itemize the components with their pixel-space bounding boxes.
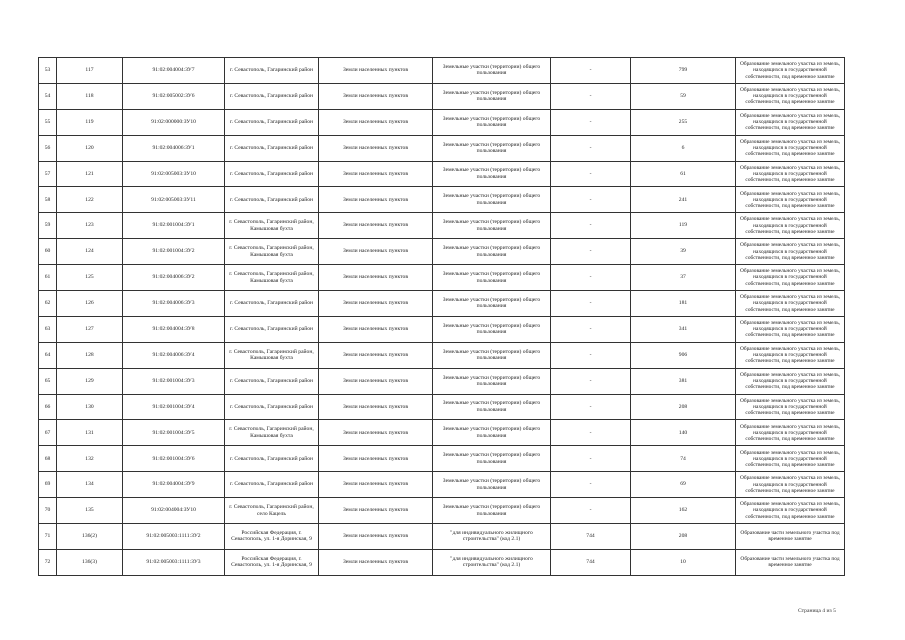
row-number: 64 [39,342,57,368]
land-category: Земли населенных пунктов [319,213,433,239]
table-row [39,498,845,524]
land-category: Земли населенных пунктов [319,58,433,84]
page-number: Страница 4 из 5 [798,608,836,614]
code-cell: - [551,420,631,446]
land-category: Земли населенных пунктов [319,135,433,161]
table-row [39,83,845,109]
purpose-cell: Образование земельного участка из земель, находящихся в государственной собственности, под временное занятие [736,83,845,109]
address: г. Севастополь, Гагаринский район, Камышовая бухта [225,213,319,239]
area-cell: 799 [631,58,736,84]
table-row [39,187,845,213]
cadastral-number: 91:02:001004:ЗУ6 [123,446,225,472]
table-row [39,109,845,135]
plot-id: 117 [57,58,123,84]
land-category: Земли населенных пунктов [319,420,433,446]
purpose-cell: Образование земельного участка из земель, находящихся в государственной собственности, под временное занятие [736,187,845,213]
land-category: Земли населенных пунктов [319,394,433,420]
code-cell: 744 [551,549,631,575]
plot-id: 123 [57,213,123,239]
area-cell: 341 [631,316,736,342]
table-row [39,549,845,575]
plot-id: 132 [57,446,123,472]
row-number: 65 [39,368,57,394]
land-category: Земли населенных пунктов [319,316,433,342]
purpose-cell: Образование земельного участка из земель, находящихся в государственной собственности, под временное занятие [736,58,845,84]
cadastral-number: 91:02:004006:ЗУ3 [123,291,225,317]
permitted-use: Земельные участки (территории) общего пользования [433,394,551,420]
area-cell: 59 [631,83,736,109]
row-number: 56 [39,135,57,161]
address: г. Севастополь, Гагаринский район [225,316,319,342]
code-cell: - [551,83,631,109]
row-number: 57 [39,161,57,187]
purpose-cell: Образование земельного участка из земель, находящихся в государственной собственности, под временное занятие [736,161,845,187]
cadastral-number: 91:02:001004:ЗУ4 [123,394,225,420]
code-cell: - [551,135,631,161]
code-cell: - [551,342,631,368]
land-category: Земли населенных пунктов [319,368,433,394]
address: г. Севастополь, Гагаринский район [225,446,319,472]
land-category: Земли населенных пунктов [319,472,433,498]
table-row [39,239,845,265]
permitted-use: Земельные участки (территории) общего пользования [433,498,551,524]
purpose-cell: Образование земельного участка из земель, находящихся в государственной собственности, под временное занятие [736,316,845,342]
row-number: 70 [39,498,57,524]
table-row [39,135,845,161]
plot-id: 126 [57,291,123,317]
code-cell: - [551,109,631,135]
land-category: Земли населенных пунктов [319,291,433,317]
permitted-use: Земельные участки (территории) общего пользования [433,58,551,84]
code-cell: - [551,368,631,394]
permitted-use: Земельные участки (территории) общего пользования [433,135,551,161]
land-category: Земли населенных пунктов [319,498,433,524]
permitted-use: Земельные участки (территории) общего пользования [433,291,551,317]
cadastral-number: 91:02:005003:1111:ЗУ3 [123,549,225,575]
table-row [39,342,845,368]
plot-id: 119 [57,109,123,135]
plot-id: 128 [57,342,123,368]
code-cell: - [551,316,631,342]
row-number: 69 [39,472,57,498]
address: г. Севастополь, Гагаринский район, село Кацель [225,498,319,524]
code-cell: - [551,291,631,317]
plot-id: 127 [57,316,123,342]
plot-id: 118 [57,83,123,109]
permitted-use: Земельные участки (территории) общего пользования [433,213,551,239]
cadastral-number: 91:02:004006:ЗУ4 [123,342,225,368]
area-cell: 6 [631,135,736,161]
land-category: Земли населенных пунктов [319,109,433,135]
table-row [39,265,845,291]
purpose-cell: Образование земельного участка из земель, находящихся в государственной собственности, под временное занятие [736,420,845,446]
permitted-use: "для индивидуального жилищного строительства" (код 2.1) [433,524,551,550]
area-cell: 37 [631,265,736,291]
area-cell: 61 [631,161,736,187]
code-cell: - [551,239,631,265]
area-cell: 74 [631,446,736,472]
purpose-cell: Образование земельного участка из земель, находящихся в государственной собственности, под временное занятие [736,265,845,291]
row-number: 67 [39,420,57,446]
area-cell: 208 [631,394,736,420]
code-cell: - [551,498,631,524]
area-cell: 162 [631,498,736,524]
permitted-use: Земельные участки (территории) общего пользования [433,187,551,213]
address: г. Севастополь, Гагаринский район, Камышовая бухта [225,420,319,446]
code-cell: - [551,472,631,498]
row-number: 61 [39,265,57,291]
table-row [39,161,845,187]
code-cell: - [551,265,631,291]
land-category: Земли населенных пунктов [319,446,433,472]
address: г. Севастополь, Гагаринский район [225,83,319,109]
plot-id: 131 [57,420,123,446]
land-category: Земли населенных пунктов [319,83,433,109]
cadastral-number: 91:02:004006:ЗУ1 [123,135,225,161]
address: г. Севастополь, Гагаринский район, Камышовая бухта [225,342,319,368]
cadastral-number: 91:02:004006:ЗУ2 [123,265,225,291]
table-row [39,472,845,498]
purpose-cell: Образование земельного участка из земель, находящихся в государственной собственности, под временное занятие [736,446,845,472]
purpose-cell: Образование земельного участка из земель, находящихся в государственной собственности, под временное занятие [736,394,845,420]
row-number: 72 [39,549,57,575]
plot-id: 122 [57,187,123,213]
table-row [39,420,845,446]
code-cell: 744 [551,524,631,550]
purpose-cell: Образование земельного участка из земель, находящихся в государственной собственности, под временное занятие [736,239,845,265]
area-cell: 39 [631,239,736,265]
area-cell: 140 [631,420,736,446]
land-category: Земли населенных пунктов [319,342,433,368]
cadastral-number: 91:02:005003:ЗУ10 [123,161,225,187]
area-cell: 119 [631,213,736,239]
row-number: 59 [39,213,57,239]
purpose-cell: Образование земельного участка из земель, находящихся в государственной собственности, под временное занятие [736,368,845,394]
area-cell: 241 [631,187,736,213]
table-row [39,446,845,472]
plot-id: 125 [57,265,123,291]
plot-id: 120 [57,135,123,161]
purpose-cell: Образование земельного участка из земель, находящихся в государственной собственности, под временное занятие [736,213,845,239]
table-row [39,368,845,394]
land-category: Земли населенных пунктов [319,524,433,550]
area-cell: 381 [631,368,736,394]
area-cell: 69 [631,472,736,498]
area-cell: 906 [631,342,736,368]
area-cell: 208 [631,524,736,550]
purpose-cell: Образование земельного участка из земель, находящихся в государственной собственности, под временное занятие [736,472,845,498]
permitted-use: Земельные участки (территории) общего пользования [433,472,551,498]
code-cell: - [551,161,631,187]
purpose-cell: Образование части земельного участка под временное занятие [736,549,845,575]
plot-id: 130 [57,394,123,420]
row-number: 66 [39,394,57,420]
address: г. Севастополь, Гагаринский район [225,291,319,317]
cadastral-number: 91:02:004004:ЗУ8 [123,316,225,342]
permitted-use: Земельные участки (территории) общего пользования [433,265,551,291]
code-cell: - [551,58,631,84]
permitted-use: Земельные участки (территории) общего пользования [433,83,551,109]
row-number: 68 [39,446,57,472]
code-cell: - [551,394,631,420]
purpose-cell: Образование земельного участка из земель, находящихся в государственной собственности, под временное занятие [736,135,845,161]
plot-id: 135 [57,498,123,524]
table-row [39,213,845,239]
purpose-cell: Образование земельного участка из земель, находящихся в государственной собственности, под временное занятие [736,342,845,368]
plot-id: 136(2) [57,524,123,550]
plot-id: 124 [57,239,123,265]
table-row [39,394,845,420]
permitted-use: Земельные участки (территории) общего пользования [433,316,551,342]
cadastral-number: 91:02:001004:ЗУ3 [123,368,225,394]
cadastral-number: 91:02:005003:ЗУ11 [123,187,225,213]
land-category: Земли населенных пунктов [319,161,433,187]
cadastral-number: 91:02:005003:1111:ЗУ2 [123,524,225,550]
row-number: 54 [39,83,57,109]
row-number: 63 [39,316,57,342]
purpose-cell: Образование части земельного участка под временное занятие [736,524,845,550]
address: Российская Федерация, г. Севастополь, ул. 1-я Доринская, 9 [225,524,319,550]
cadastral-number: 91:02:001004:ЗУ5 [123,420,225,446]
plot-id: 121 [57,161,123,187]
address: г. Севастополь, Гагаринский район, Камышовая бухта [225,239,319,265]
address: г. Севастополь, Гагаринский район, Камышовая бухта [225,265,319,291]
cadastral-number: 91:02:001004:ЗУ2 [123,239,225,265]
land-category: Земли населенных пунктов [319,187,433,213]
permitted-use: Земельные участки (территории) общего пользования [433,420,551,446]
row-number: 62 [39,291,57,317]
table-row [39,316,845,342]
table-row [39,524,845,550]
permitted-use: "для индивидуального жилищного строительства" (код 2.1) [433,549,551,575]
address: г. Севастополь, Гагаринский район [225,161,319,187]
purpose-cell: Образование земельного участка из земель, находящихся в государственной собственности, под временное занятие [736,498,845,524]
permitted-use: Земельные участки (территории) общего пользования [433,239,551,265]
row-number: 53 [39,58,57,84]
table-row [39,291,845,317]
address: г. Севастополь, Гагаринский район [225,187,319,213]
code-cell: - [551,213,631,239]
land-category: Земли населенных пунктов [319,239,433,265]
land-category: Земли населенных пунктов [319,265,433,291]
purpose-cell: Образование земельного участка из земель, находящихся в государственной собственности, под временное занятие [736,109,845,135]
table-row [39,58,845,84]
permitted-use: Земельные участки (территории) общего пользования [433,342,551,368]
address: г. Севастополь, Гагаринский район [225,472,319,498]
address: г. Севастополь, Гагаринский район [225,368,319,394]
land-category: Земли населенных пунктов [319,549,433,575]
permitted-use: Земельные участки (территории) общего пользования [433,446,551,472]
plot-id: 134 [57,472,123,498]
address: Российская Федерация, г. Севастополь, ул. 1-я Доринская, 9 [225,549,319,575]
row-number: 58 [39,187,57,213]
cadastral-number: 91:02:005002:ЗУ6 [123,83,225,109]
permitted-use: Земельные участки (территории) общего пользования [433,368,551,394]
code-cell: - [551,187,631,213]
address: г. Севастополь, Гагаринский район [225,109,319,135]
address: г. Севастополь, Гагаринский район [225,135,319,161]
plot-id: 129 [57,368,123,394]
cadastral-number: 91:02:004004:ЗУ10 [123,498,225,524]
permitted-use: Земельные участки (территории) общего пользования [433,161,551,187]
area-cell: 10 [631,549,736,575]
cadastral-number: 91:02:001004:ЗУ1 [123,213,225,239]
row-number: 55 [39,109,57,135]
address: г. Севастополь, Гагаринский район [225,394,319,420]
cadastral-number: 91:02:004004:ЗУ9 [123,472,225,498]
row-number: 60 [39,239,57,265]
area-cell: 255 [631,109,736,135]
parcels-table [38,57,845,576]
cadastral-number: 91:02:004004:ЗУ7 [123,58,225,84]
purpose-cell: Образование земельного участка из земель, находящихся в государственной собственности, под временное занятие [736,291,845,317]
permitted-use: Земельные участки (территории) общего пользования [433,109,551,135]
row-number: 71 [39,524,57,550]
area-cell: 181 [631,291,736,317]
address: г. Севастополь, Гагаринский район [225,58,319,84]
cadastral-number: 91:02:000000:ЗУ10 [123,109,225,135]
code-cell: - [551,446,631,472]
plot-id: 136(3) [57,549,123,575]
